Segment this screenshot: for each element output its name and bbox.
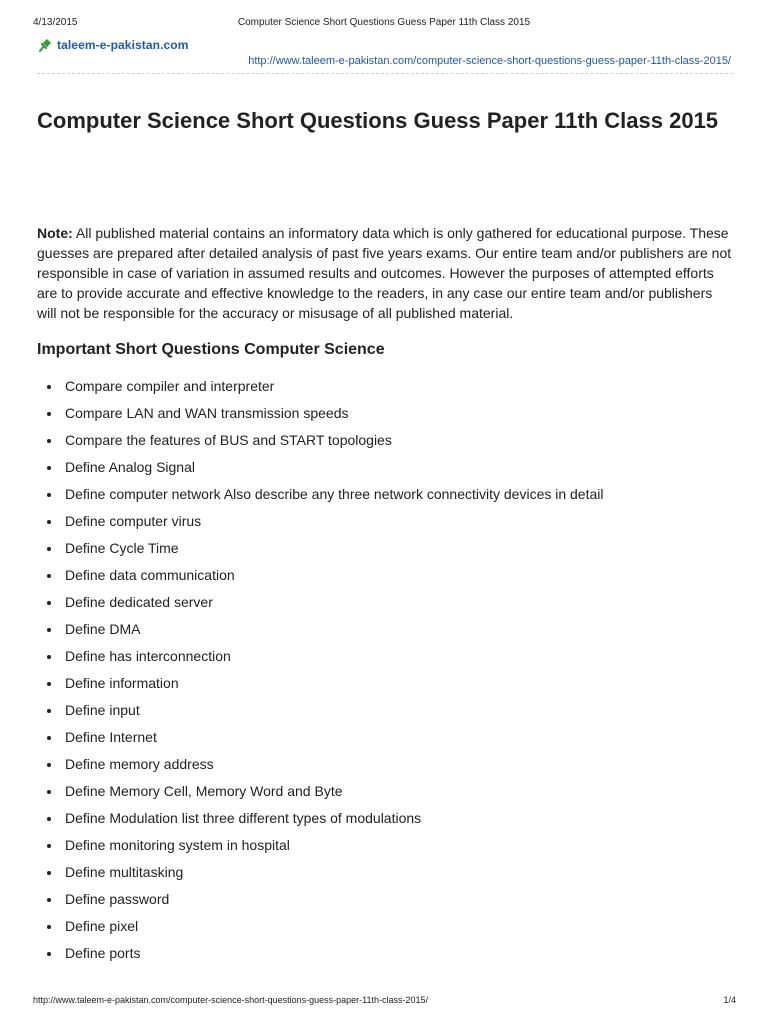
list-item: Define Internet <box>37 724 733 751</box>
print-date: 4/13/2015 <box>33 17 78 28</box>
list-item: Define data communication <box>37 562 733 589</box>
site-name: taleem-e-pakistan.com <box>57 38 189 52</box>
list-item: Define DMA <box>37 616 733 643</box>
list-item: Define Cycle Time <box>37 535 733 562</box>
list-item: Compare LAN and WAN transmission speeds <box>37 400 733 427</box>
divider <box>37 73 733 74</box>
list-item: Define password <box>37 886 733 913</box>
list-item: Define Memory Cell, Memory Word and Byte <box>37 778 733 805</box>
list-item: Define information <box>37 670 733 697</box>
list-item: Define ports <box>37 940 733 967</box>
list-item: Define Analog Signal <box>37 454 733 481</box>
site-logo[interactable] <box>37 37 188 53</box>
pushpin-icon <box>37 37 53 53</box>
list-item: Compare the features of BUS and START topologies <box>37 427 733 454</box>
note-text: All published material contains an informatory data which is only gathered for educational purpose. These guesses are prepared after detailed analysis of past five years exams. Our entire team and/or publishers are not responsible in case of variation in assumed results and outcomes. However the purposes of attempted efforts are to provide accurate and effective knowledge to the readers, in any case our entire team and/or publishers will not be responsible for the accuracy or misusage of all published material. <box>37 225 732 321</box>
page-url-link[interactable]: http://www.taleem-e-pakistan.com/computer-science-short-questions-guess-paper-11th-class-2015/ <box>248 55 731 67</box>
list-item: Define memory address <box>37 751 733 778</box>
list-item: Define Modulation list three different types of modulations <box>37 805 733 832</box>
disclaimer-note <box>37 223 733 323</box>
list-item: Define multitasking <box>37 859 733 886</box>
list-item: Define computer network Also describe any three network connectivity devices in detail <box>37 481 733 508</box>
list-item: Define monitoring system in hospital <box>37 832 733 859</box>
print-header <box>0 17 768 31</box>
page-number: 1/4 <box>723 995 736 1005</box>
list-item: Compare compiler and interpreter <box>37 373 733 400</box>
list-item: Define computer virus <box>37 508 733 535</box>
list-item: Define has interconnection <box>37 643 733 670</box>
section-heading: Important Short Questions Computer Science <box>37 341 385 358</box>
list-item: Define dedicated server <box>37 589 733 616</box>
list-item: Define pixel <box>37 913 733 940</box>
page-title: Computer Science Short Questions Guess Paper 11th Class 2015 <box>37 108 719 133</box>
questions-list <box>37 373 733 967</box>
list-item: Define input <box>37 697 733 724</box>
print-document-title: Computer Science Short Questions Guess Paper 11th Class 2015 <box>237 17 531 28</box>
footer-url: http://www.taleem-e-pakistan.com/computer-science-short-questions-guess-paper-11th-class-2015/ <box>33 995 429 1005</box>
note-label: Note: <box>37 225 73 241</box>
